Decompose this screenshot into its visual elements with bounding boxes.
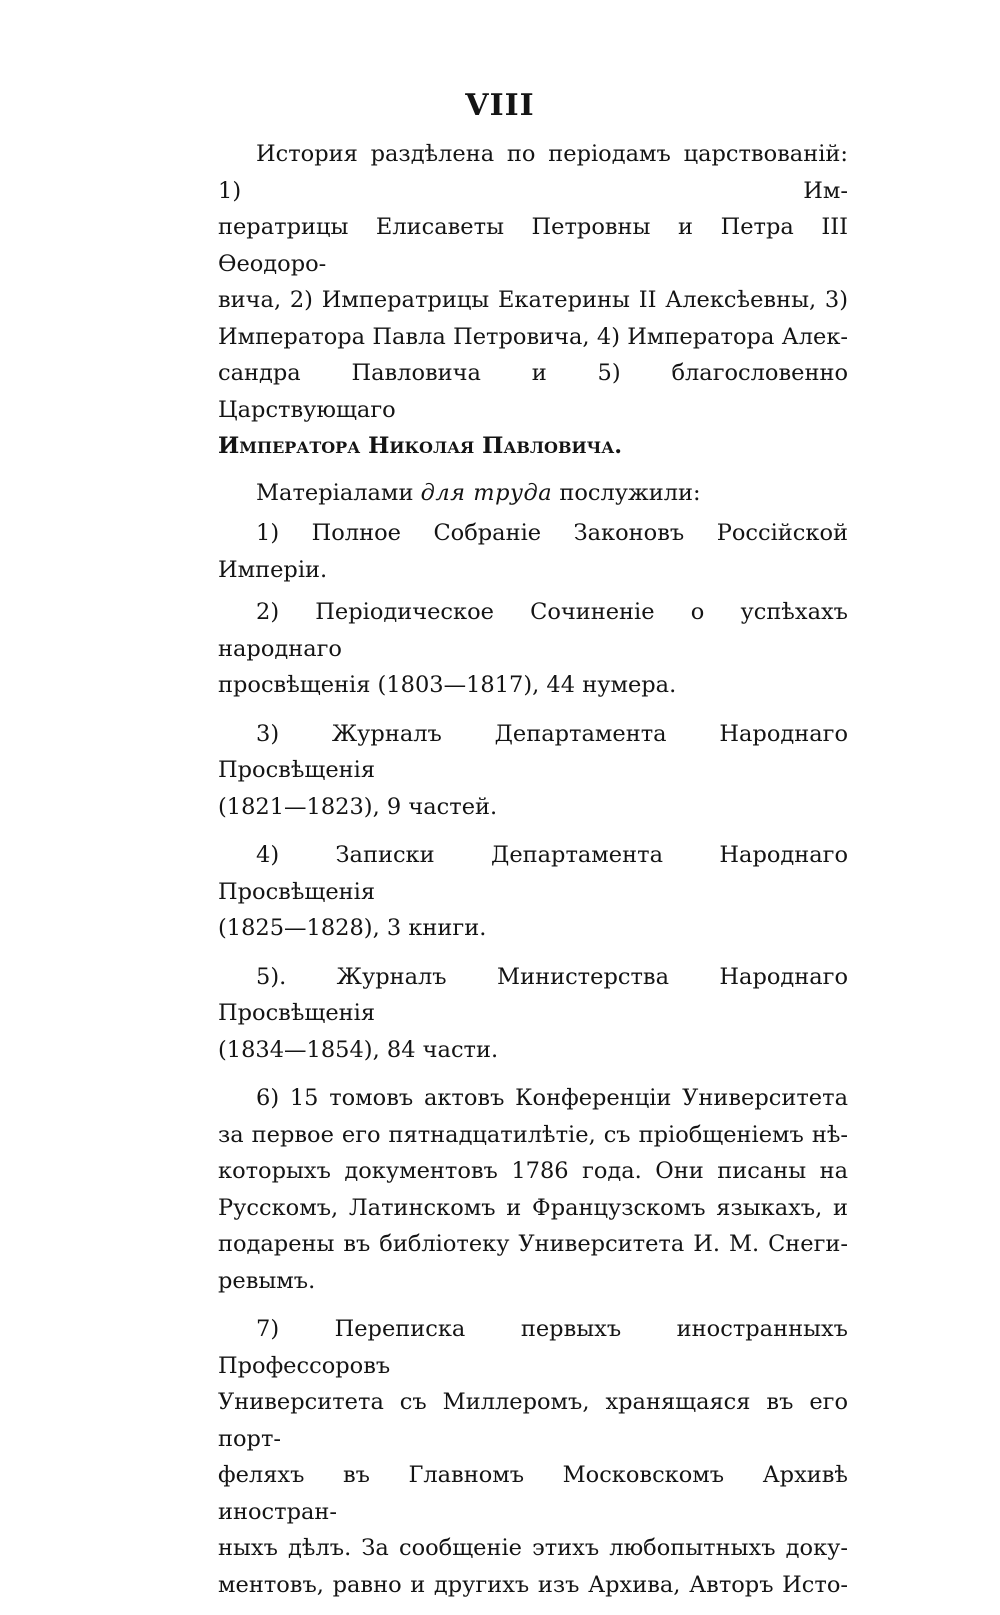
- text-line: 3) Журналъ Департамента Народнаго Просвѣщенія: [218, 720, 848, 783]
- page-number: VIII: [465, 88, 535, 123]
- text-line: ныхъ дѣлъ. За сообщеніе этихъ любопытныхъ доку-: [218, 1535, 848, 1561]
- source-item: [218, 594, 848, 704]
- text-line: [218, 475, 848, 512]
- text-line: вича, 2) Императрицы Екатерины II Алексѣевны, 3): [218, 287, 848, 313]
- text-line: ментовъ, равно и другихъ изъ Архива, Авторъ Исто-: [218, 1571, 848, 1598]
- emperor-name: Императора Николая Павловича.: [218, 433, 623, 459]
- source-item: [218, 1080, 848, 1299]
- intro-paragraph: [218, 136, 848, 465]
- text-line: 7) Переписка первыхъ иностранныхъ Профессоровъ: [218, 1316, 848, 1379]
- text-line: (1821—1823), 9 частей.: [218, 793, 498, 820]
- text-line: 4) Записки Департамента Народнаго Просвѣщенія: [218, 842, 848, 905]
- text-block: [218, 136, 848, 1615]
- text-line: Университета съ Миллеромъ, хранящаяся въ его порт-: [218, 1389, 848, 1452]
- text-line: феляхъ въ Главномъ Московскомъ Архивѣ иностран-: [218, 1462, 848, 1525]
- text-line: которыхъ документовъ 1786 года. Они писаны на: [218, 1158, 848, 1184]
- source-item: [218, 1311, 848, 1603]
- text-line: ператрицы Елисаветы Петровны и Петра III Ѳеодоро-: [218, 214, 848, 277]
- text-line: 6) 15 томовъ актовъ Конференціи Университета: [256, 1085, 848, 1111]
- text-line: 5). Журналъ Министерства Народнаго Просвѣщенія: [218, 963, 848, 1026]
- materials-prefix: Матеріалами: [256, 479, 414, 506]
- materials-suffix: послужили:: [559, 479, 701, 506]
- materials-heading: [218, 475, 848, 512]
- text-line: (1825—1828), 3 книги.: [218, 915, 487, 941]
- text-line: Императора Павла Петровича, 4) Императора Алек-: [218, 323, 848, 350]
- text-line: (1834—1854), 84 части.: [218, 1036, 499, 1063]
- materials-spaced-words: для труда: [420, 479, 553, 506]
- text-line: ревымъ.: [218, 1267, 316, 1294]
- source-item: [218, 515, 848, 588]
- source-item: [218, 837, 848, 947]
- text-line: подарены въ библіотеку Университета И. М. Снеги-: [218, 1231, 848, 1257]
- text-line: за первое его пятнадцатилѣтіе, съ пріобщеніемъ нѣ-: [218, 1121, 848, 1148]
- text-line: [218, 428, 848, 465]
- text-line: История раздѣлена по періодамъ царствованій: 1) Им-: [218, 141, 848, 204]
- source-item: [218, 959, 848, 1069]
- text-line: Русскомъ, Латинскомъ и Французскомъ языкахъ, и: [218, 1194, 848, 1221]
- source-item: [218, 716, 848, 826]
- text-line: просвѣщенія (1803—1817), 44 нумера.: [218, 672, 677, 698]
- text-line: 1) Полное Собраніе Законовъ Россійской Имперіи.: [218, 520, 848, 583]
- text-line: 2) Періодическое Сочиненіе о успѣхахъ народнаго: [218, 599, 848, 662]
- text-line: сандра Павловича и 5) благословенно Царствующаго: [218, 360, 848, 423]
